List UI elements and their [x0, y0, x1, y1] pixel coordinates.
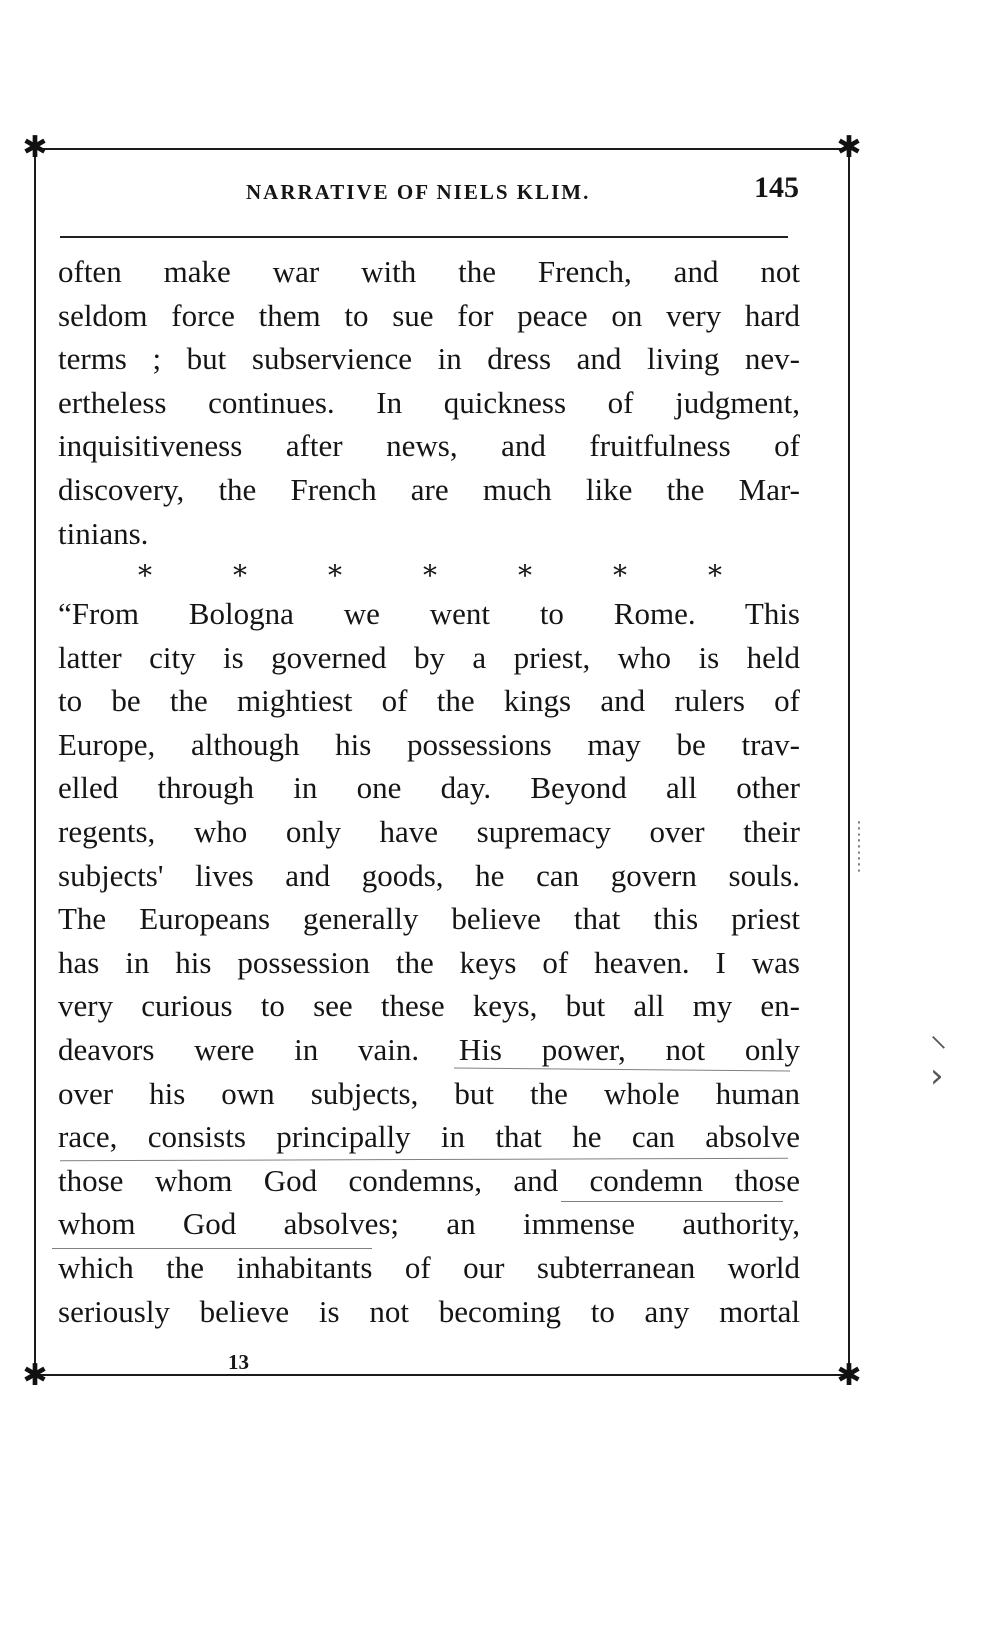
running-head: NARRATIVE OF NIELS KLIM. [246, 180, 591, 204]
text-line: discovery, the French are much like the Mar- [58, 471, 800, 507]
section-separator [130, 559, 730, 592]
page-number: 145 [754, 171, 799, 204]
text-line: seldom force them to sue for peace on very hard [58, 297, 800, 333]
asterisk-icon: * [233, 559, 247, 592]
text-line: Europe, although his possessions may be trav- [58, 726, 800, 762]
asterisk-icon: * [138, 559, 152, 592]
text-line: deavors were in vain. His power, not only [58, 1031, 800, 1067]
asterisk-icon: * [328, 559, 342, 592]
text-line: tinians. [58, 515, 149, 551]
corner-ornament-icon: ✱ [22, 1358, 48, 1393]
pencil-underline [52, 1248, 372, 1249]
text-line: ertheless continues. In quickness of judgment, [58, 384, 800, 420]
asterisk-icon: * [613, 559, 627, 592]
border-left-rule [34, 148, 36, 1376]
paragraph-1 [58, 250, 800, 555]
text-line: which the inhabitants of our subterranean world [58, 1249, 800, 1285]
text-line: has in his possession the keys of heaven. I was [58, 944, 800, 980]
text-line: The Europeans generally believe that this priest [58, 901, 800, 937]
text-line: regents, who only have supremacy over their [58, 813, 800, 849]
asterisk-icon: * [518, 559, 532, 592]
text-line: whom God absolves; an immense authority, [58, 1206, 800, 1242]
paragraph-2 [58, 592, 800, 1333]
corner-ornament-icon: ✱ [836, 1358, 862, 1393]
pencil-underline [561, 1201, 783, 1202]
border-right-rule [848, 148, 850, 1376]
text-line: elled through in one day. Beyond all other [58, 770, 800, 806]
margin-bracket-icon: ⸜ › [930, 1015, 947, 1096]
text-line: latter city is governed by a priest, who is held [58, 639, 800, 675]
text-line: race, consists principally in that he can absolve [58, 1119, 800, 1155]
border-bottom-rule [34, 1374, 850, 1376]
text-line: subjects' lives and goods, he can govern souls. [58, 857, 800, 893]
margin-dotted-mark: ⋮ ⋮ ⋮ [850, 818, 868, 875]
border-top-rule [34, 148, 850, 150]
corner-ornament-icon: ✱ [22, 130, 48, 165]
header-rule [60, 236, 788, 238]
corner-ornament-icon: ✱ [836, 130, 862, 165]
text-line: seriously believe is not becoming to any mortal [58, 1293, 800, 1329]
text-line: often make war with the French, and not [58, 254, 800, 289]
text-line: terms ; but subservience in dress and living nev- [58, 341, 800, 377]
text-line: inquisitiveness after news, and fruitfulness of [58, 428, 800, 464]
text-line: very curious to see these keys, but all my en- [58, 988, 800, 1024]
asterisk-icon: * [708, 559, 722, 592]
signature-mark: 13 [228, 1350, 249, 1374]
text-line: “From Bologna we went to Rome. This [58, 596, 800, 631]
text-line: over his own subjects, but the whole human [58, 1075, 800, 1111]
text-line: those whom God condemns, and condemn those [58, 1162, 800, 1198]
text-line: to be the mightiest of the kings and rulers of [58, 683, 800, 719]
asterisk-icon: * [423, 559, 437, 592]
